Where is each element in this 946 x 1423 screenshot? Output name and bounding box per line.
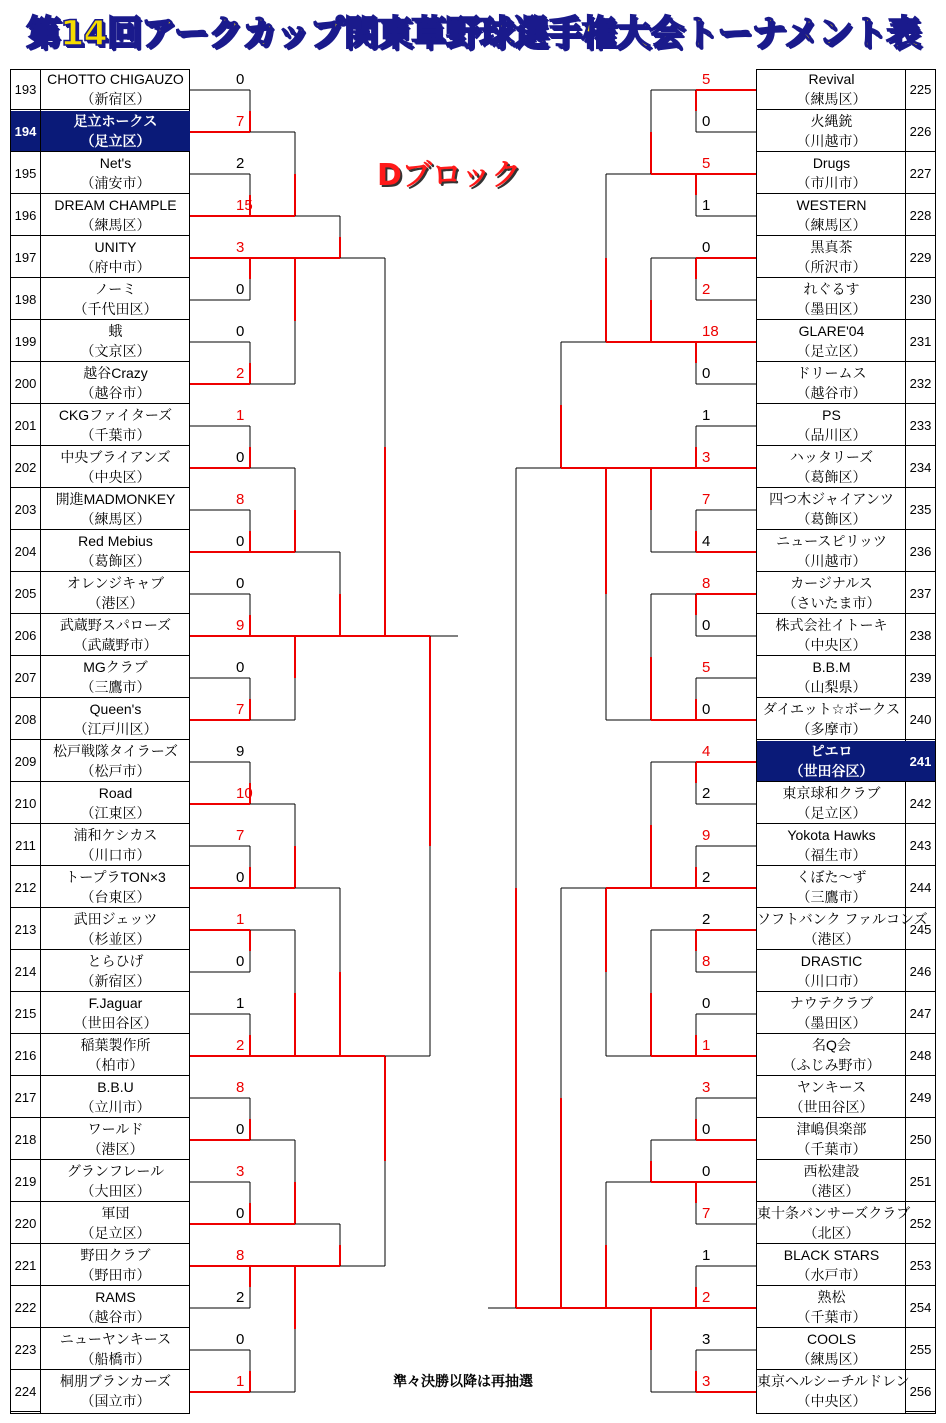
match-score: 2 [702, 911, 711, 928]
seed-number: 217 [11, 1077, 40, 1118]
match-score: 7 [702, 1205, 711, 1222]
match-score: 7 [702, 491, 711, 508]
team-area: （中央区） [796, 637, 867, 653]
team-area: （越谷市） [80, 385, 151, 401]
team-name: くぼた～ず [796, 869, 867, 885]
match-score: 0 [236, 1121, 245, 1138]
seed-number: 256 [906, 1371, 935, 1412]
team-area: （多摩市） [796, 721, 867, 737]
team-area: （世田谷区） [789, 1099, 874, 1115]
team-area: （山梨県） [796, 679, 867, 695]
team-name: れぐるす [803, 281, 860, 297]
seed-number: 210 [11, 783, 40, 824]
match-score: 1 [236, 911, 245, 928]
match-score: 0 [702, 1121, 711, 1138]
team-area: （水戸市） [796, 1267, 867, 1283]
team-name: カージナルス [790, 575, 873, 591]
team-name: 松戸戦隊タイラーズ [52, 743, 179, 759]
match-score: 4 [702, 533, 711, 550]
match-score: 3 [702, 1331, 711, 1348]
match-score: 0 [236, 449, 245, 466]
team-name: ノーミ [94, 281, 137, 297]
match-score: 0 [236, 575, 245, 592]
team-name: ソフトバンク ファルコンズ [757, 911, 928, 927]
team-area: （港区） [803, 1183, 860, 1199]
team-name: ニュースピリッツ [776, 533, 887, 549]
team-name: DREAM CHAMPLE [54, 197, 177, 213]
team-area: （練馬区） [80, 217, 151, 233]
team-name: オレンジキャブ [66, 575, 165, 591]
seed-number: 246 [906, 951, 935, 992]
team-name: 熟松 [817, 1289, 846, 1305]
match-score: 8 [702, 575, 711, 592]
seed-number: 245 [906, 909, 935, 950]
team-name: DRASTIC [800, 953, 863, 969]
team-name: 浦和ケシカス [73, 827, 158, 843]
block-label: Dブロック [377, 158, 522, 193]
team-name: 武蔵野スパローズ [59, 617, 172, 633]
seed-number: 239 [906, 657, 935, 698]
team-name: Yokota Hawks [787, 827, 876, 843]
match-score: 5 [702, 155, 711, 172]
seed-number: 248 [906, 1035, 935, 1076]
match-score: 2 [702, 1289, 711, 1306]
match-score: 7 [236, 701, 245, 718]
team-name: RAMS [95, 1289, 136, 1305]
match-score: 0 [236, 281, 245, 298]
team-name: 中央ブライアンズ [60, 449, 171, 465]
match-score: 1 [702, 1037, 711, 1054]
team-name: B.B.U [97, 1079, 134, 1095]
seed-number: 200 [11, 363, 40, 404]
match-score: 9 [702, 827, 711, 844]
seed-number: 252 [906, 1203, 935, 1244]
team-name: Queen's [89, 701, 142, 717]
seed-number: 198 [11, 279, 40, 320]
match-score: 8 [702, 953, 711, 970]
team-name: 株式会社イトーキ [775, 617, 888, 633]
team-name: ニューヤンキース [59, 1331, 172, 1347]
team-area: （中央区） [796, 1393, 867, 1409]
match-score: 5 [702, 71, 711, 88]
seed-number: 251 [906, 1161, 935, 1202]
match-score: 0 [702, 365, 711, 382]
match-score: 0 [702, 239, 711, 256]
match-score: 8 [236, 1079, 245, 1096]
team-area: （江戸川区） [73, 721, 158, 737]
team-area: （港区） [87, 595, 144, 611]
seed-number: 203 [11, 489, 40, 530]
team-area: （野田市） [80, 1267, 151, 1283]
match-score: 0 [236, 71, 245, 88]
seed-number: 230 [906, 279, 935, 320]
team-name: 稲葉製作所 [80, 1037, 151, 1053]
team-area: （所沢市） [796, 259, 867, 275]
team-area: （北区） [803, 1225, 860, 1241]
seed-number: 207 [11, 657, 40, 698]
team-name: ドリームス [796, 365, 867, 381]
team-name: CKGファイターズ [58, 407, 173, 423]
team-area: （葛飾区） [796, 511, 867, 527]
team-area: （府中市） [80, 259, 151, 275]
seed-number: 253 [906, 1245, 935, 1286]
team-name: ナウテクラブ [789, 995, 874, 1011]
team-area: （武蔵野市） [73, 637, 158, 653]
seed-number: 250 [906, 1119, 935, 1160]
team-name: 越谷Crazy [83, 365, 148, 381]
seed-number: 240 [906, 699, 935, 740]
seed-number: 196 [11, 195, 40, 236]
match-score: 9 [236, 617, 245, 634]
team-area: （練馬区） [796, 91, 867, 107]
seed-number: 209 [11, 741, 40, 782]
team-name: 東京ヘルシーチルドレン [757, 1373, 910, 1389]
match-score: 0 [236, 323, 245, 340]
team-name: B.B.M [812, 659, 851, 675]
match-score: 2 [702, 869, 711, 886]
team-name: WESTERN [796, 197, 867, 213]
seed-number: 232 [906, 363, 935, 404]
team-area: （港区） [803, 931, 860, 947]
seed-number: 220 [11, 1203, 40, 1244]
team-area: （千葉市） [796, 1141, 867, 1157]
seed-number: 213 [11, 909, 40, 950]
seed-number: 214 [11, 951, 40, 992]
team-name: 名Q会 [812, 1037, 851, 1053]
seed-number: 197 [11, 237, 40, 278]
team-name: 津嶋倶楽部 [796, 1121, 867, 1137]
team-name: Red Mebius [78, 533, 153, 549]
team-name: ハッタリーズ [789, 449, 874, 465]
seed-number: 249 [906, 1077, 935, 1118]
team-name: 足立ホークス [73, 113, 158, 129]
team-area: （中央区） [80, 469, 151, 485]
match-score: 0 [236, 1331, 245, 1348]
match-score: 0 [702, 617, 711, 634]
match-score: 8 [236, 491, 245, 508]
match-score: 2 [236, 365, 245, 382]
team-area: （練馬区） [80, 511, 151, 527]
team-name: Revival [808, 71, 855, 87]
team-name: 野田クラブ [80, 1247, 151, 1263]
seed-number: 233 [906, 405, 935, 446]
team-area: （三鷹市） [796, 889, 867, 905]
match-score: 3 [236, 239, 245, 256]
team-area: （市川市） [796, 175, 867, 191]
seed-number: 241 [906, 741, 935, 782]
match-score: 0 [236, 1205, 245, 1222]
team-name: 四つ木ジャイアンツ [769, 491, 894, 507]
team-name: GLARE'04 [798, 323, 865, 339]
team-name: PS [822, 407, 841, 423]
team-area: （文京区） [80, 343, 151, 359]
match-score: 18 [702, 323, 719, 340]
seed-number: 201 [11, 405, 40, 446]
team-area: （練馬区） [796, 217, 867, 233]
match-score: 1 [702, 407, 711, 424]
seed-number: 194 [11, 111, 40, 152]
seed-number: 212 [11, 867, 40, 908]
team-name: Drugs [812, 155, 851, 171]
team-area: （杉並区） [80, 931, 151, 947]
team-name: BLACK STARS [783, 1247, 880, 1263]
seed-number: 227 [906, 153, 935, 194]
team-area: （千葉市） [796, 1309, 867, 1325]
team-name: 火縄銃 [810, 113, 853, 129]
seed-number: 254 [906, 1287, 935, 1328]
team-area: （足立区） [796, 343, 867, 359]
match-score: 3 [702, 449, 711, 466]
seed-number: 195 [11, 153, 40, 194]
seed-number: 199 [11, 321, 40, 362]
match-score: 2 [236, 1289, 245, 1306]
match-score: 10 [236, 785, 253, 802]
team-area: （越谷市） [796, 385, 867, 401]
match-score: 15 [236, 197, 253, 214]
team-area: （足立区） [796, 805, 867, 821]
team-name: CHOTTO CHIGAUZO [47, 71, 184, 87]
seed-number: 238 [906, 615, 935, 656]
team-area: （三鷹市） [80, 679, 151, 695]
seed-number: 224 [11, 1371, 40, 1412]
team-area: （品川区） [796, 427, 867, 443]
team-area: （立川市） [80, 1099, 151, 1115]
seed-number: 244 [906, 867, 935, 908]
team-area: （川口市） [80, 847, 151, 863]
page-title: 第14回アークカップ関東草野球選手権大会トーナメント表 [26, 14, 920, 54]
match-score: 0 [702, 995, 711, 1012]
match-score: 2 [236, 155, 245, 172]
match-score: 2 [702, 785, 711, 802]
team-area: （江東区） [80, 805, 151, 821]
team-name: Road [98, 785, 133, 801]
seed-number: 247 [906, 993, 935, 1034]
team-area: （川越市） [796, 133, 867, 149]
team-name: 武田ジェッツ [73, 911, 158, 927]
seed-number: 218 [11, 1119, 40, 1160]
team-name: 開進MADMONKEY [55, 491, 176, 507]
team-name: MGクラブ [83, 659, 148, 675]
seed-number: 204 [11, 531, 40, 572]
team-area: （新宿区） [80, 91, 151, 107]
team-name: ピエロ [810, 743, 853, 759]
match-score: 8 [236, 1247, 245, 1264]
team-name: COOLS [806, 1331, 856, 1347]
match-score: 0 [702, 701, 711, 718]
seed-number: 234 [906, 447, 935, 488]
seed-number: 228 [906, 195, 935, 236]
team-area: （国立市） [80, 1393, 151, 1409]
seed-number: 219 [11, 1161, 40, 1202]
team-area: （越谷市） [80, 1309, 151, 1325]
team-name: ダイエット☆ボークス [762, 701, 901, 717]
match-score: 2 [702, 281, 711, 298]
team-area: （墨田区） [796, 301, 867, 317]
team-area: （船橋市） [80, 1351, 151, 1367]
match-score: 1 [236, 407, 245, 424]
seed-number: 237 [906, 573, 935, 614]
match-score: 0 [236, 869, 245, 886]
team-area: （葛飾区） [796, 469, 867, 485]
seed-number: 202 [11, 447, 40, 488]
team-area: （松戸市） [80, 763, 151, 779]
match-score: 3 [702, 1079, 711, 1096]
team-name: とらひげ [87, 953, 144, 969]
team-area: （墨田区） [796, 1015, 867, 1031]
team-name: UNITY [94, 239, 137, 255]
team-area: （練馬区） [796, 1351, 867, 1367]
seed-number: 231 [906, 321, 935, 362]
seed-number: 193 [11, 69, 40, 110]
team-area: （大田区） [80, 1183, 151, 1199]
team-area: （柏市） [87, 1057, 144, 1073]
team-name: 東十条バンサーズクラブ [757, 1205, 911, 1221]
team-name: 東京球和クラブ [782, 785, 881, 801]
team-area: （足立区） [80, 133, 151, 149]
team-area: （港区） [87, 1141, 144, 1157]
seed-number: 222 [11, 1287, 40, 1328]
seed-number: 226 [906, 111, 935, 152]
team-name: 黒真茶 [810, 239, 853, 255]
reseed-note: 準々決勝以降は再抽選 [393, 1373, 533, 1389]
seed-number: 225 [906, 69, 935, 110]
seed-number: 236 [906, 531, 935, 572]
team-name: 西松建設 [803, 1163, 860, 1179]
seed-number: 215 [11, 993, 40, 1034]
seed-number: 206 [11, 615, 40, 656]
team-name: 蛾 [108, 323, 123, 339]
match-score: 0 [236, 533, 245, 550]
team-area: （千葉市） [80, 427, 151, 443]
team-name: ヤンキース [796, 1079, 867, 1095]
team-area: （千代田区） [73, 301, 158, 317]
seed-number: 211 [11, 825, 40, 866]
seed-number: 205 [11, 573, 40, 614]
team-name: 軍団 [101, 1205, 130, 1221]
seed-number: 208 [11, 699, 40, 740]
seed-number: 216 [11, 1035, 40, 1076]
team-name: グランフレール [66, 1163, 165, 1179]
team-name: F.Jaguar [88, 995, 143, 1011]
match-score: 0 [702, 113, 711, 130]
match-score: 4 [702, 743, 711, 760]
match-score: 0 [236, 953, 245, 970]
match-score: 9 [236, 743, 245, 760]
team-name: トープラTON×3 [65, 869, 166, 885]
team-area: （さいたま市） [782, 595, 881, 611]
team-area: （世田谷区） [789, 763, 874, 779]
team-name: Net's [99, 155, 132, 171]
team-area: （浦安市） [80, 175, 151, 191]
team-area: （足立区） [80, 1225, 151, 1241]
match-score: 7 [236, 827, 245, 844]
match-score: 3 [702, 1373, 711, 1390]
seed-number: 235 [906, 489, 935, 530]
match-score: 1 [236, 1373, 245, 1390]
team-area: （川越市） [796, 553, 867, 569]
seed-number: 223 [11, 1329, 40, 1370]
team-area: （福生市） [796, 847, 867, 863]
team-area: （新宿区） [80, 973, 151, 989]
match-score: 0 [236, 659, 245, 676]
match-score: 5 [702, 659, 711, 676]
seed-number: 221 [11, 1245, 40, 1286]
seed-number: 229 [906, 237, 935, 278]
seed-number: 243 [906, 825, 935, 866]
match-score: 0 [702, 1163, 711, 1180]
match-score: 7 [236, 113, 245, 130]
match-score: 1 [702, 197, 711, 214]
match-score: 3 [236, 1163, 245, 1180]
team-area: （世田谷区） [73, 1015, 158, 1031]
team-area: （ふじみ野市） [782, 1057, 881, 1073]
team-area: （川口市） [796, 973, 867, 989]
seed-number: 242 [906, 783, 935, 824]
match-score: 1 [236, 995, 245, 1012]
team-area: （葛飾区） [80, 553, 151, 569]
seed-number: 255 [906, 1329, 935, 1370]
team-name: 桐朋ブランカーズ [59, 1373, 172, 1389]
team-area: （台東区） [80, 889, 151, 905]
match-score: 1 [702, 1247, 711, 1264]
team-name: ワールド [87, 1121, 144, 1137]
match-score: 2 [236, 1037, 245, 1054]
